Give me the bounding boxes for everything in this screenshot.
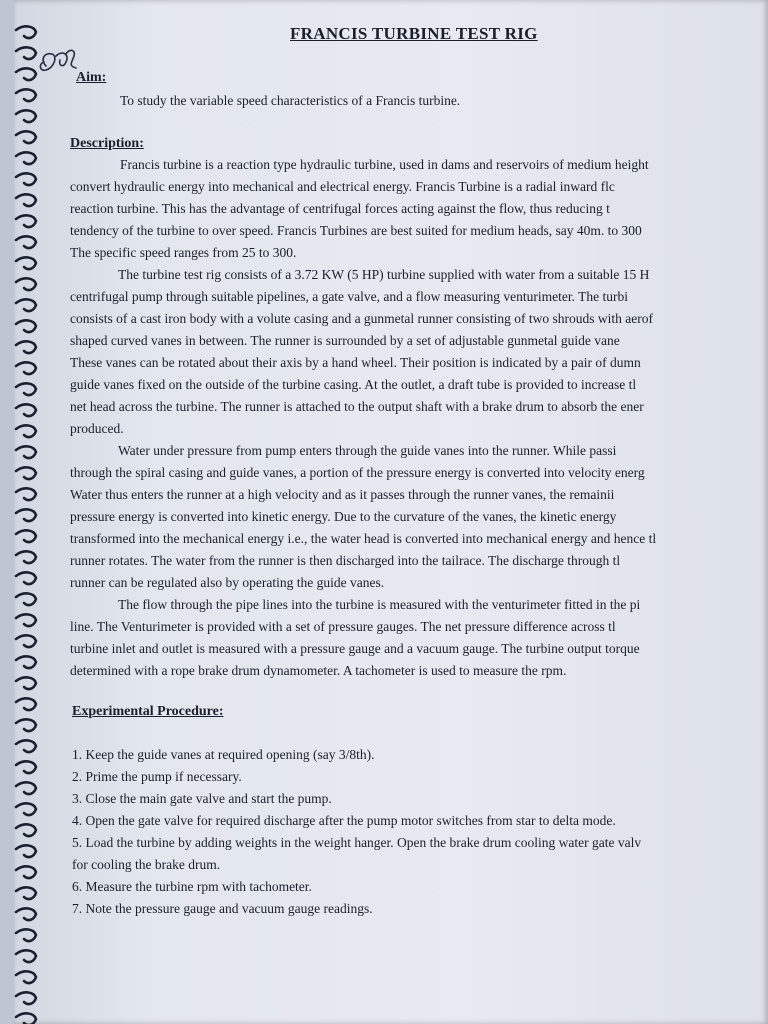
binding-coil [16,299,36,311]
binding-coil [16,404,36,416]
binding-coil [16,488,36,500]
description-line: Francis turbine is a reaction type hydraulic turbine, used in dams and reservoirs of medium height [120,157,649,172]
description-heading: Description: [70,136,144,151]
binding-coil [16,950,36,962]
binding-coil [16,929,36,941]
document-page [14,0,768,1024]
aim-heading: Aim: [76,70,107,85]
description-line: centrifugal pump through suitable pipelines, a gate valve, and a flow measuring venturimeter. The turbi [70,289,628,304]
binding-coil [16,551,36,563]
document-title: FRANCIS TURBINE TEST RIG [290,24,538,43]
binding-coil [16,572,36,584]
binding-coil [16,593,36,605]
description-line: pressure energy is converted into kinetic energy. Due to the curvature of the vanes, the kinetic energy [70,509,617,524]
description-line: guide vanes fixed on the outside of the turbine casing. At the outlet, a draft tube is provided to increase tl [70,377,637,392]
binding-coil [16,677,36,689]
binding-coil [16,866,36,878]
description-line: transformed into the mechanical energy i.e., the water head is converted into mechanical energy and hence tl [70,531,657,546]
description-line: produced. [70,421,124,436]
binding-coil [16,173,36,185]
binding-coil [16,47,36,59]
description-line: consists of a cast iron body with a volute casing and a gunmetal runner consisting of two shrouds with aerof [70,311,654,326]
procedure-heading: Experimental Procedure: [72,704,224,719]
binding-coil [16,824,36,836]
binding-coil [16,89,36,101]
binding-coil [16,1013,36,1024]
binding-coil [16,257,36,269]
description-line: Water thus enters the runner at a high velocity and as it passes through the runner vanes, the remainii [70,487,615,502]
description-line: shaped curved vanes in between. The runner is surrounded by a set of adjustable gunmetal guide vane [70,333,620,348]
procedure-step: 4. Open the gate valve for required discharge after the pump motor switches from star to delta mode. [72,813,616,828]
binding-coil [16,845,36,857]
binding-coil [16,656,36,668]
binding-coil [16,383,36,395]
binding-coil [16,467,36,479]
binding-coil [16,698,36,710]
description-line: reaction turbine. This has the advantage of centrifugal forces acting against the flow, thus reducing t [70,201,610,216]
description-line: The specific speed ranges from 25 to 300. [70,245,297,260]
binding-coil [16,740,36,752]
binding-coil [16,635,36,647]
description-line: The flow through the pipe lines into the turbine is measured with the venturimeter fitted in the pi [118,597,641,612]
binding-coil [16,362,36,374]
description-line: net head across the turbine. The runner is attached to the output shaft with a brake drum to absorb the ener [70,399,644,414]
binding-coil [16,782,36,794]
procedure-step: 2. Prime the pump if necessary. [72,769,242,784]
binding-coil [16,803,36,815]
description-line: convert hydraulic energy into mechanical and electrical energy. Francis Turbine is a radial inward flc [70,179,615,194]
aim-text: To study the variable speed characteristics of a Francis turbine. [120,93,461,108]
binding-coil [16,152,36,164]
binding-coil [16,719,36,731]
description-line: runner rotates. The water from the runner is then discharged into the tailrace. The discharge through tl [70,553,621,568]
binding-coil [16,887,36,899]
procedure-step: for cooling the brake drum. [72,857,221,872]
binding-coil [16,131,36,143]
binding-coil [16,446,36,458]
description-line: line. The Venturimeter is provided with a set of pressure gauges. The net pressure difference across tl [70,619,616,634]
binding-coil [16,68,36,80]
description-line: through the spiral casing and guide vanes, a portion of the pressure energy is converted into velocity energ [70,465,645,480]
binding-coil [16,320,36,332]
binding-coil [16,236,36,248]
binding-coil [16,278,36,290]
binding-coil [16,26,36,38]
binding-coil [16,530,36,542]
procedure-step: 1. Keep the guide vanes at required opening (say 3/8th). [72,747,375,762]
binding-coil [16,341,36,353]
description-line: turbine inlet and outlet is measured with a pressure gauge and a vacuum gauge. The turbine output torque [70,641,640,656]
binding-coil [16,614,36,626]
description-line: The turbine test rig consists of a 3.72 KW (5 HP) turbine supplied with water from a suitable 15 H [118,267,650,282]
procedure-step: 5. Load the turbine by adding weights in the weight hanger. Open the brake drum cooling water gate valv [72,835,642,850]
description-line: determined with a rope brake drum dynamometer. A tachometer is used to measure the rpm. [70,663,567,678]
procedure-step: 7. Note the pressure gauge and vacuum gauge readings. [72,901,373,916]
procedure-step: 6. Measure the turbine rpm with tachometer. [72,879,312,894]
procedure-step: 3. Close the main gate valve and start the pump. [72,791,332,806]
binding-coil [16,425,36,437]
binding-coil [16,110,36,122]
binding-coil [16,971,36,983]
description-line: runner can be regulated also by operating the guide vanes. [70,575,385,590]
binding-coil [16,992,36,1004]
binding-coil [16,194,36,206]
description-line: Water under pressure from pump enters through the guide vanes into the runner. While passi [118,443,617,458]
spiral-binding [14,0,44,1024]
binding-coil [16,215,36,227]
binding-coil [16,908,36,920]
binding-coil [16,509,36,521]
description-line: tendency of the turbine to over speed. Francis Turbines are best suited for medium heads, say 40m. to 300 [70,223,642,238]
description-line: These vanes can be rotated about their axis by a hand wheel. Their position is indicated by a pair of dumn [70,355,641,370]
binding-coil [16,761,36,773]
